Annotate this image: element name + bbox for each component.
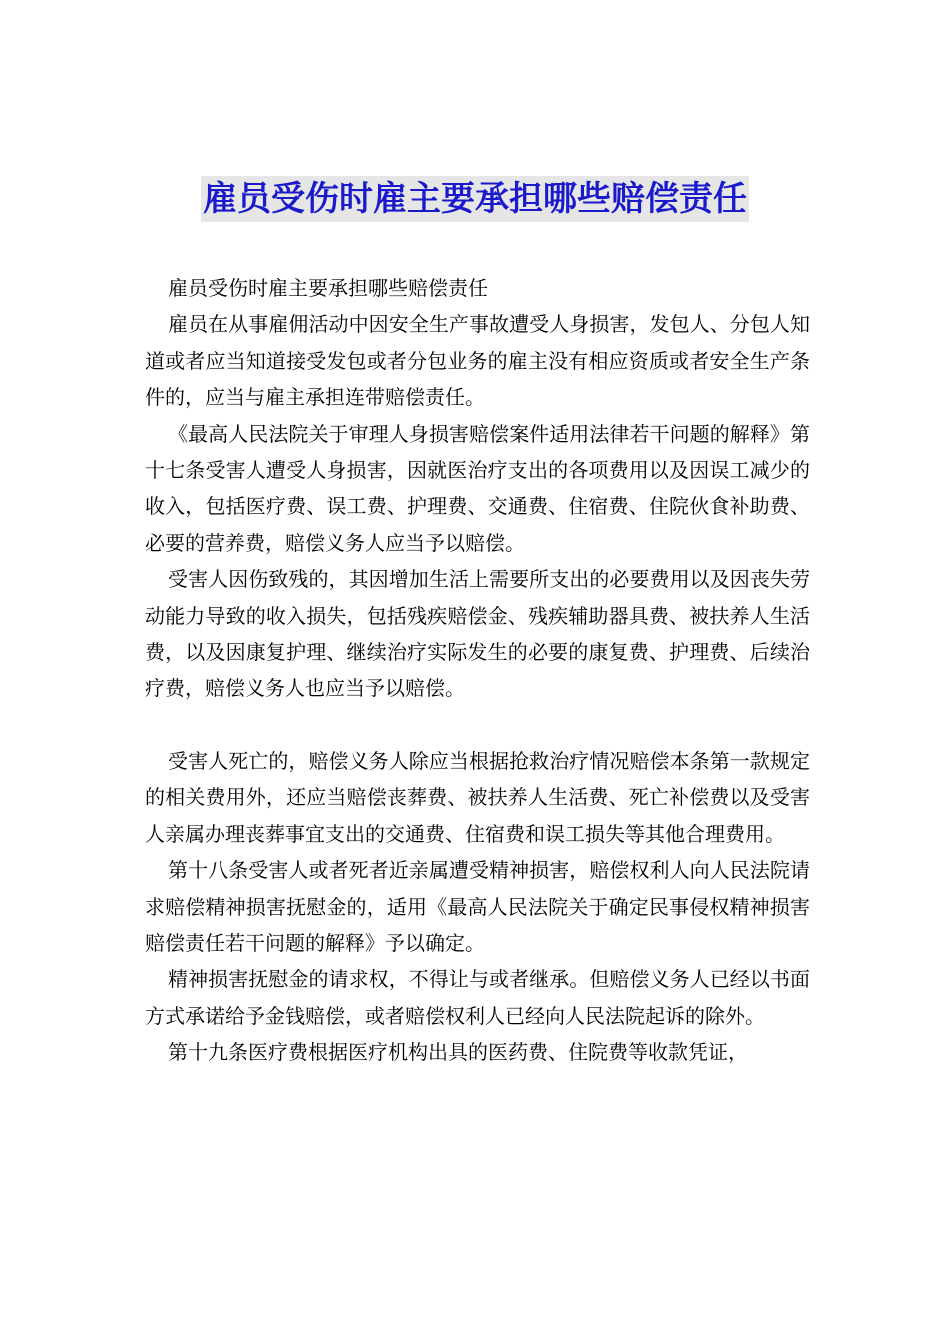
paragraph: 雇员在从事雇佣活动中因安全生产事故遭受人身损害，发包人、分包人知道或者应当知道接受发包或者分包业务的雇主没有相应资质或者安全生产条件的，应当与雇主承担连带赔偿责任。 <box>145 312 810 410</box>
paragraph: 受害人因伤致残的，其因增加生活上需要所支出的必要费用以及因丧失劳动能力导致的收入损失，包括残疾赔偿金、残疾辅助器具费、被扶养人生活费，以及因康复护理、继续治疗实际发生的必要的康复费、护理费、后续治疗费，赔偿义务人也应当予以赔偿。 <box>145 567 810 701</box>
paragraph-subtitle: 雇员受伤时雇主要承担哪些赔偿责任 <box>168 276 488 300</box>
paragraph: 第十九条医疗费根据医疗机构出具的医药费、住院费等收款凭证， <box>168 1040 748 1065</box>
document-title: 雇员受伤时雇主要承担哪些赔偿责任 <box>201 176 749 222</box>
blank-line <box>145 707 810 743</box>
title-container <box>0 176 950 222</box>
paragraph: 精神损害抚慰金的请求权，不得让与或者继承。但赔偿义务人已经以书面方式承诺给予金钱赔偿，或者赔偿权利人已经向人民法院起诉的除外。 <box>145 967 810 1028</box>
paragraph: 受害人死亡的，赔偿义务人除应当根据抢救治疗情况赔偿本条第一款规定的相关费用外，还应当赔偿丧葬费、被扶养人生活费、死亡补偿费以及受害人亲属办理丧葬事宜支出的交通费、住宿费和误工损失等其他合理费用。 <box>145 748 810 846</box>
document-body <box>145 270 810 1071</box>
paragraph: 第十八条受害人或者死者近亲属遭受精神损害，赔偿权利人向人民法院请求赔偿精神损害抚慰金的，适用《最高人民法院关于确定民事侵权精神损害赔偿责任若干问题的解释》予以确定。 <box>145 858 810 955</box>
paragraph: 《最高人民法院关于审理人身损害赔偿案件适用法律若干问题的解释》第十七条受害人遭受人身损害，因就医治疗支出的各项费用以及因误工减少的收入，包括医疗费、误工费、护理费、交通费、住宿费、住院伙食补助费、必要的营养费，赔偿义务人应当予以赔偿。 <box>145 421 810 555</box>
